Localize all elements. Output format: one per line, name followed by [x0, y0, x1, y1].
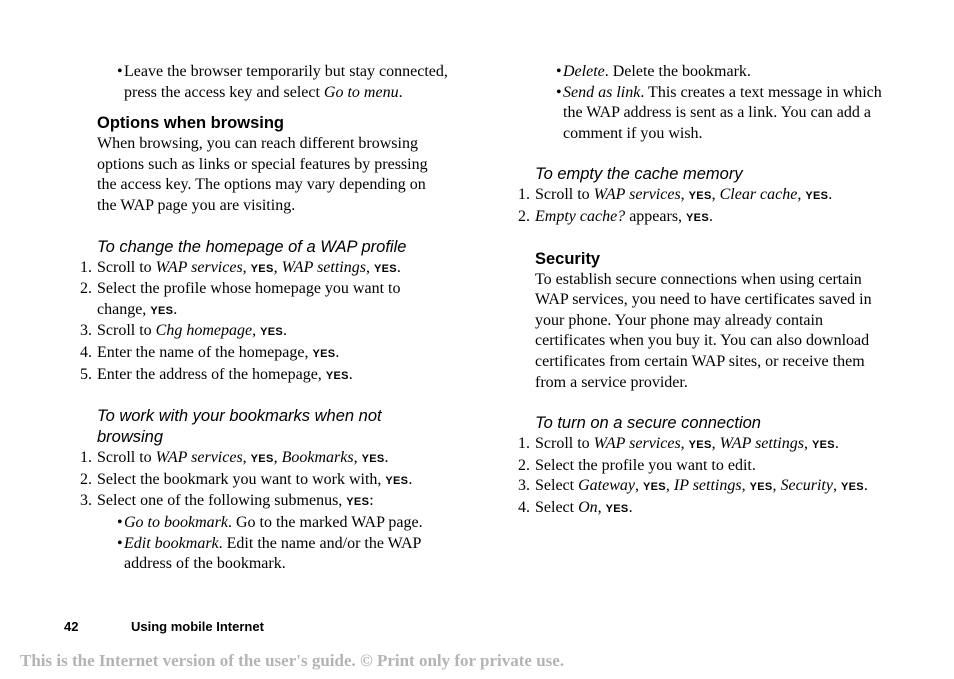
left-column	[80, 62, 490, 575]
heading-empty-cache: To empty the cache memory	[535, 165, 743, 184]
yes-key-label: YES	[260, 326, 284, 339]
bullet-delete: • Delete. Delete the bookmark.	[556, 63, 751, 80]
yes-key-label: YES	[805, 190, 829, 203]
list-item: 4. Enter the name of the homepage, YES.	[80, 343, 340, 361]
bullet-edit-bookmark: • Edit bookmark. Edit the name and/or the WAP address of the bookmark.	[117, 534, 422, 573]
right-column	[518, 62, 928, 520]
list-item: 2. Select the bookmark you want to work with, YES.	[80, 470, 413, 488]
yes-key-label: YES	[811, 439, 835, 452]
heading-secure-connection: To turn on a secure connection	[535, 414, 761, 433]
yes-key-label: YES	[749, 481, 773, 494]
yes-key-label: YES	[385, 474, 409, 487]
list-item: 5. Enter the address of the homepage, YES.	[80, 365, 353, 383]
yes-key-label: YES	[688, 439, 712, 452]
yes-key-label: YES	[346, 496, 370, 509]
heading-options-when-browsing: Options when browsing	[97, 114, 284, 133]
yes-key-label: YES	[361, 453, 385, 466]
section-title: Using mobile Internet	[131, 619, 264, 634]
heading-bookmarks: To work with your bookmarks when not browsing	[97, 407, 382, 447]
list-item: 1. Scroll to WAP services, YES, Clear cache, YES.	[518, 186, 833, 204]
list-item: 2. Select the profile whose homepage you want to change, YES.	[80, 280, 401, 318]
list-item: 3. Select one of the following submenus, YES:	[80, 492, 374, 510]
page-number: 42	[64, 619, 79, 634]
yes-key-label: YES	[642, 481, 666, 494]
paragraph-options: When browsing, you can reach different browsing options such as links or special features by pressing the access key. The options may vary depending on the WAP page you are visiting.	[97, 135, 428, 214]
bullet-leave-browser: • Leave the browser temporarily but stay connected, press the access key and select Go to menu.	[117, 63, 448, 101]
list-item: 1. Scroll to WAP services, YES, WAP settings, YES.	[80, 258, 401, 276]
cache-steps	[518, 185, 928, 228]
heading-security: Security	[535, 249, 601, 268]
list-item: 2. Select the profile you want to edit.	[518, 456, 756, 474]
yes-key-label: YES	[250, 453, 274, 466]
yes-key-label: YES	[150, 304, 174, 317]
list-item: 3. Scroll to Chg homepage, YES.	[80, 322, 288, 340]
bullet-send-as-link: • Send as link. This creates a text message in which the WAP address is sent as a link. You can add a comment if you wish.	[556, 83, 882, 142]
yes-key-label: YES	[605, 502, 629, 515]
homepage-steps	[80, 258, 490, 387]
secure-steps	[518, 434, 928, 519]
list-item: 4. Select On, YES.	[518, 498, 633, 516]
yes-key-label: YES	[250, 262, 274, 275]
disclaimer: This is the Internet version of the user's guide. © Print only for private use.	[20, 651, 565, 670]
list-item: 1. Scroll to WAP services, YES, Bookmarks, YES.	[80, 449, 389, 467]
heading-change-homepage: To change the homepage of a WAP profile	[97, 237, 407, 256]
yes-key-label: YES	[840, 481, 864, 494]
list-item: 3. Select Gateway, YES, IP settings, YES, Security, YES.	[518, 477, 868, 495]
list-item: 1. Scroll to WAP services, YES, WAP settings, YES.	[518, 435, 839, 453]
paragraph-security: To establish secure connections when using certain WAP services, you need to have certificates saved in your phone. Your phone may already contain certificates when you buy it. You can also download certificates from certain WAP sites, or receive them from a service provider.	[535, 270, 872, 391]
bookmark-steps	[80, 448, 490, 513]
bullet-go-to-bookmark: • Go to bookmark. Go to the marked WAP page.	[117, 513, 423, 531]
yes-key-label: YES	[373, 262, 397, 275]
list-item: 2. Empty cache? appears, YES.	[518, 207, 713, 225]
yes-key-label: YES	[686, 211, 709, 224]
yes-key-label: YES	[688, 190, 712, 203]
yes-key-label: YES	[325, 369, 349, 382]
yes-key-label: YES	[312, 347, 336, 360]
